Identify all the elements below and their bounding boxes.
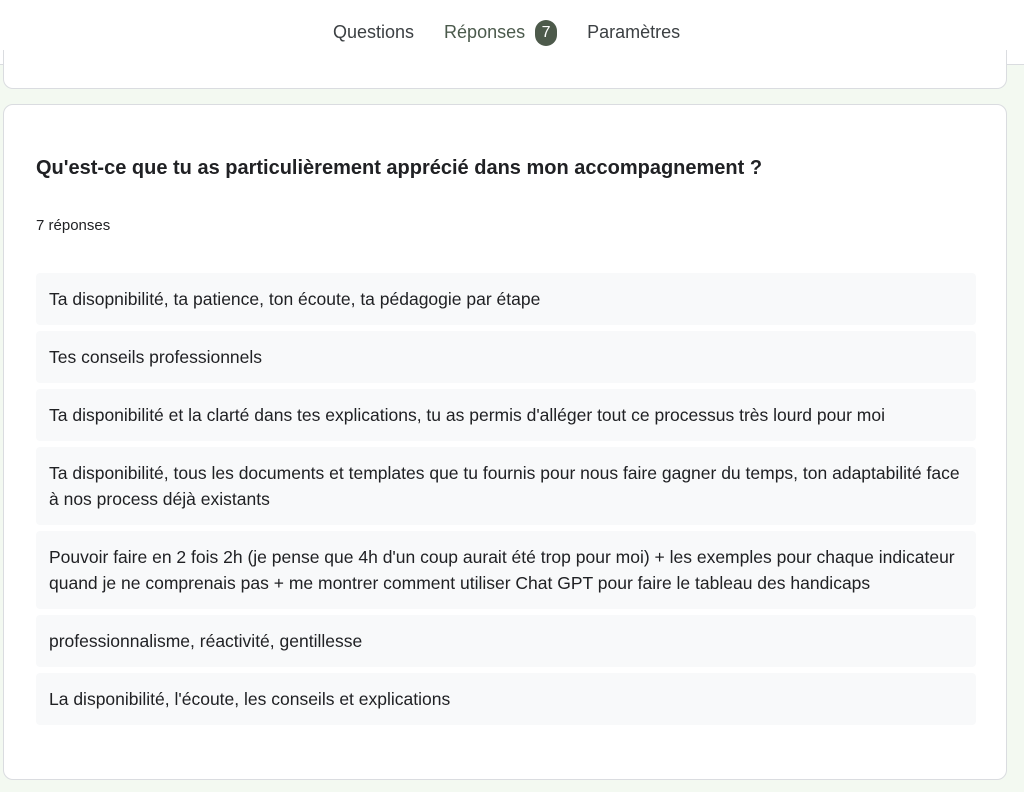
tab-questions-label: Questions	[333, 22, 415, 42]
tab-parametres-label: Paramètres	[587, 22, 681, 42]
response-count-badge: 7	[535, 20, 557, 46]
previous-question-card	[3, 50, 1007, 89]
answer-item: Ta disponibilité, tous les documents et templates que tu fournis pour nous faire gagner du temps, ton adaptabilité face à nos process déjà existants	[36, 447, 976, 525]
question-response-card	[3, 104, 1007, 780]
answer-item: Tes conseils professionnels	[36, 331, 976, 383]
answer-item: professionnalisme, réactivité, gentillesse	[36, 615, 976, 667]
response-count-label: 7 réponses	[36, 217, 111, 234]
answer-list	[36, 273, 976, 731]
question-title: Qu'est-ce que tu as particulièrement apprécié dans mon accompagnement ?	[36, 157, 763, 179]
answer-item: Ta disopnibilité, ta patience, ton écoute, ta pédagogie par étape	[36, 273, 976, 325]
answer-item: La disponibilité, l'écoute, les conseils et explications	[36, 673, 976, 725]
answer-item: Pouvoir faire en 2 fois 2h (je pense que 4h d'un coup aurait été trop pour moi) + les exemples pour chaque indicateur quand je ne comprenais pas + me montrer comment utiliser Chat GPT pour faire le tableau des handicaps	[36, 531, 976, 609]
tab-reponses-label: Réponses	[444, 22, 526, 42]
answer-item: Ta disponibilité et la clarté dans tes explications, tu as permis d'alléger tout ce processus très lourd pour moi	[36, 389, 976, 441]
